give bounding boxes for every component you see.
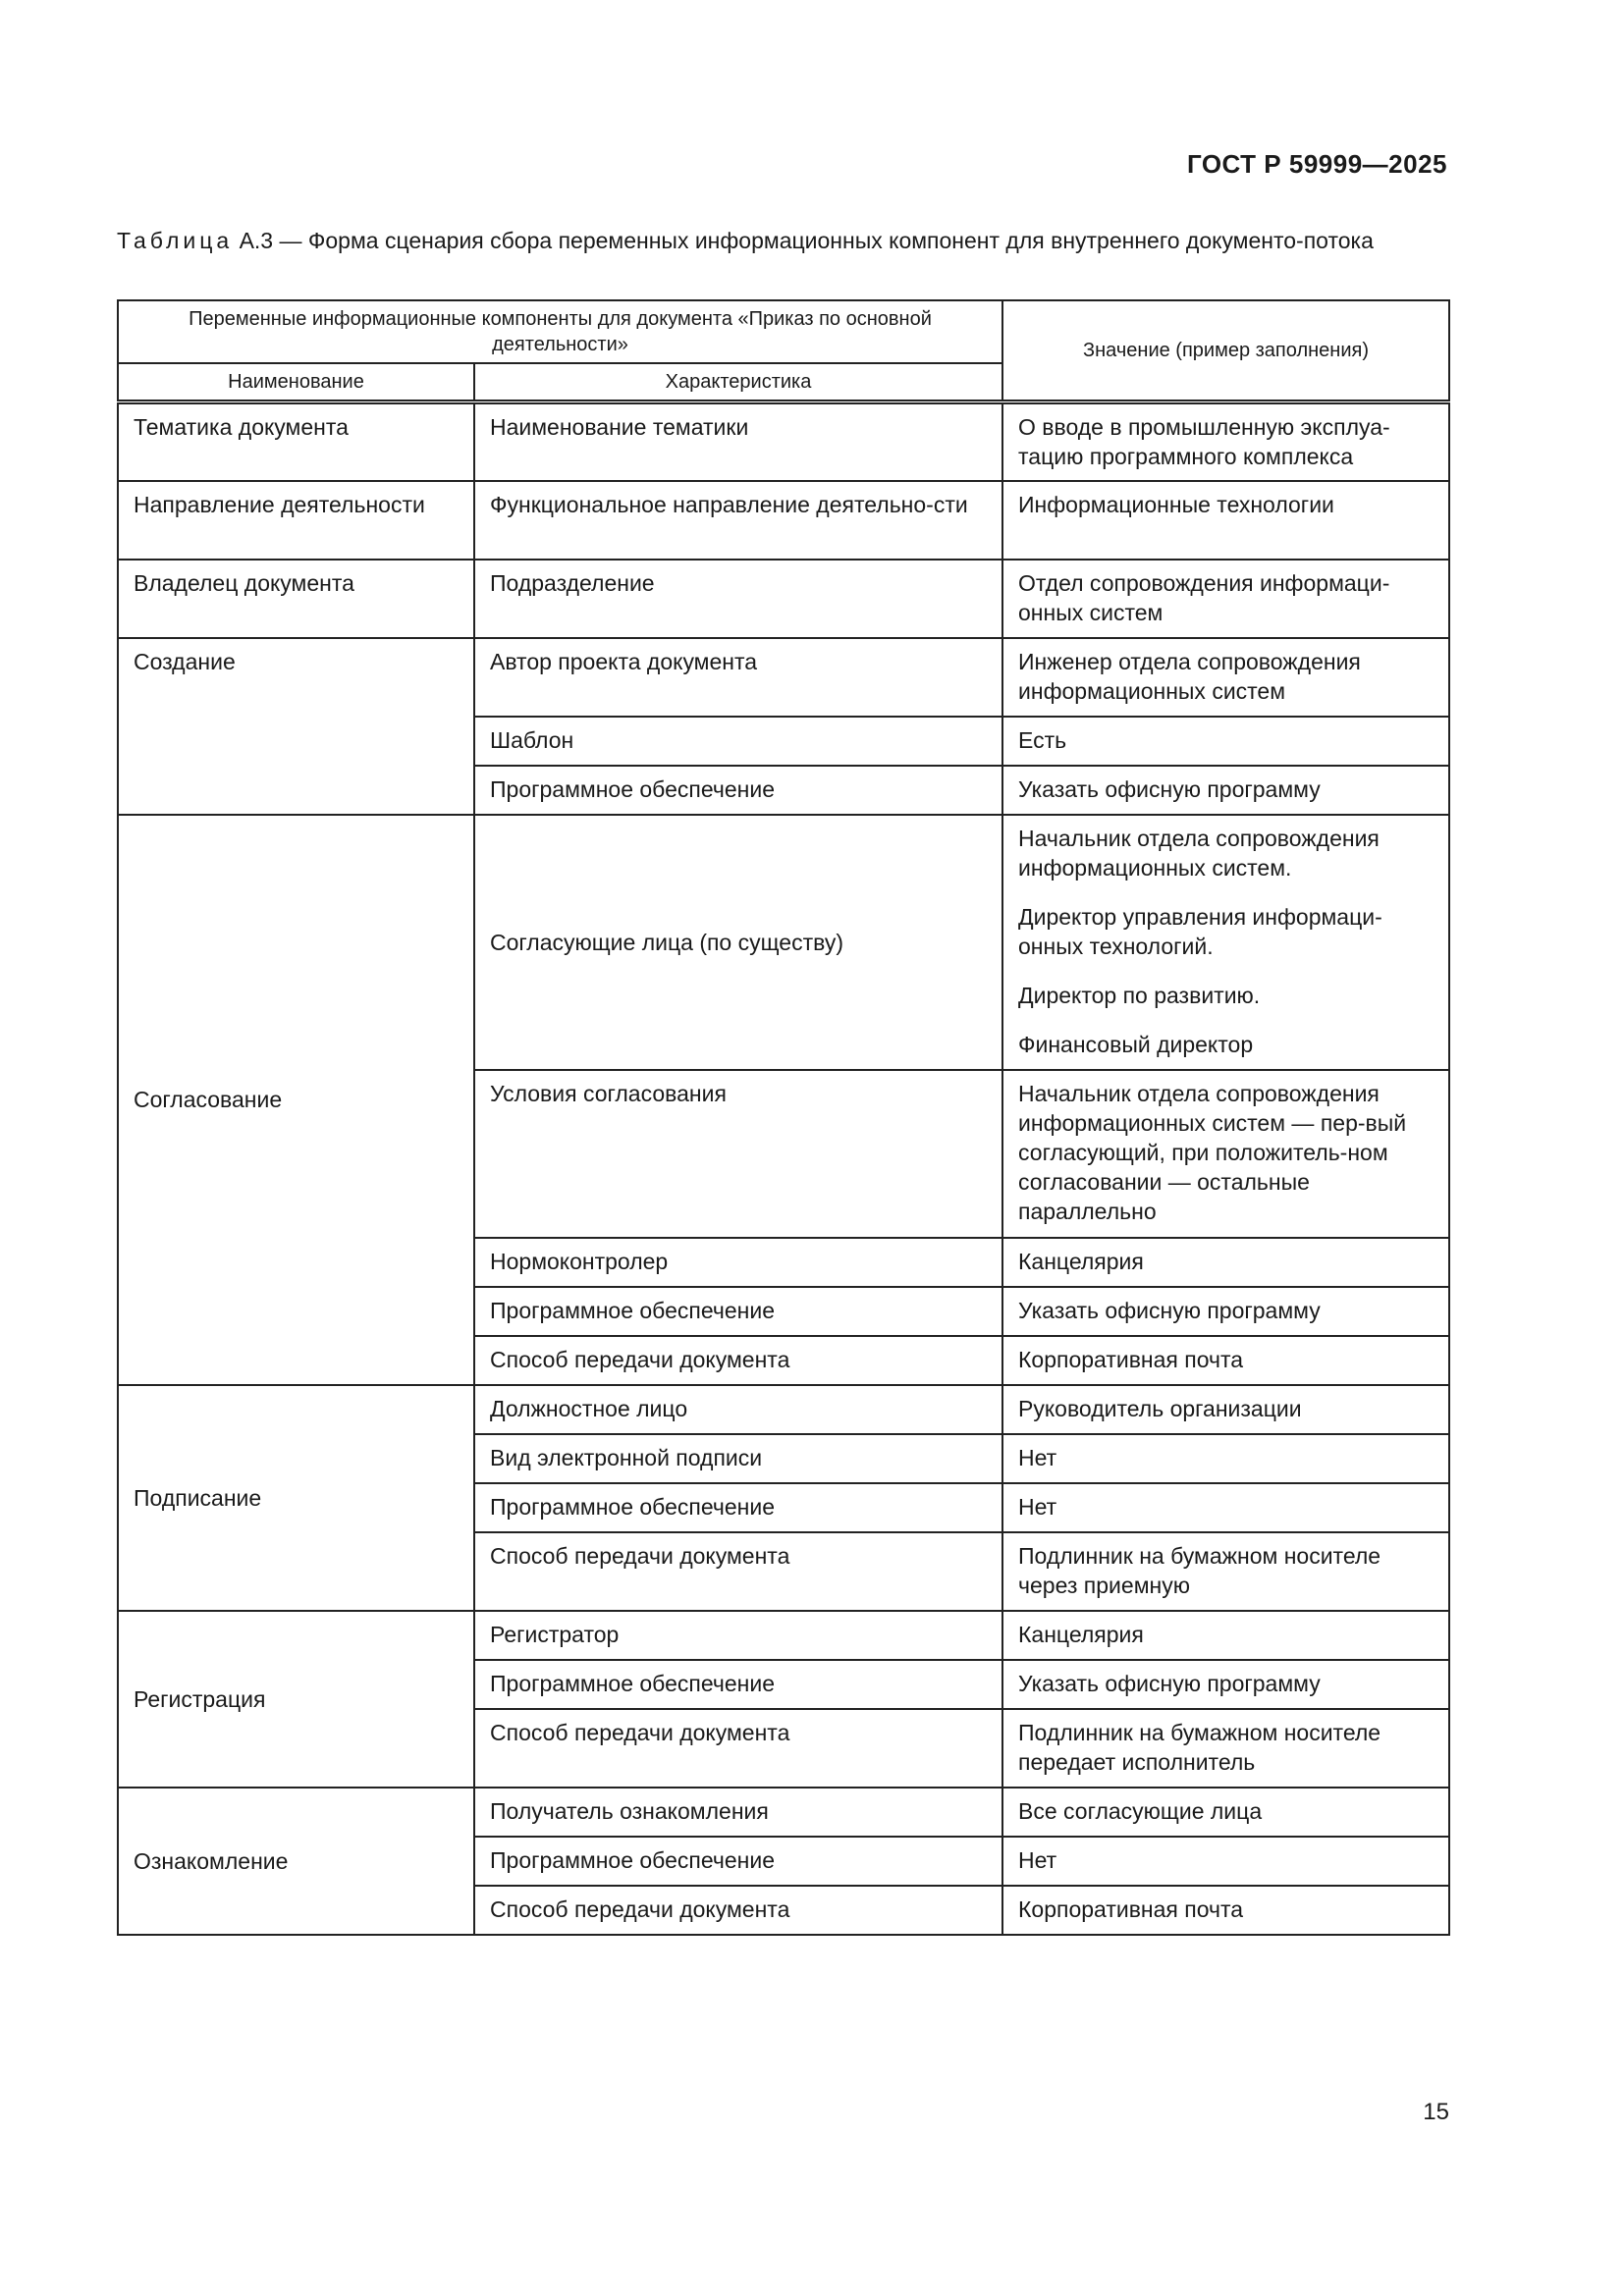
table-row [118,815,1449,1070]
value-cell: Нет [1002,1837,1449,1886]
name-cell: Направление деятельности [118,481,474,560]
value-cell: Указать офисную программу [1002,1287,1449,1336]
characteristic-cell: Программное обеспечение [474,1660,1002,1709]
value-cell: Корпоративная почта [1002,1336,1449,1385]
characteristic-cell: Условия согласования [474,1070,1002,1238]
value-line: Директор по развитию. [1018,983,1261,1008]
table-row [118,560,1449,638]
characteristic-cell: Программное обеспечение [474,766,1002,815]
value-cell: Все согласующие лица [1002,1788,1449,1837]
value-cell: Есть [1002,717,1449,766]
caption-number: А.3 [239,228,274,253]
value-line: Финансовый директор [1018,1032,1254,1057]
value-cell: Указать офисную программу [1002,1660,1449,1709]
value-cell: Начальник отдела сопровождения информационных систем — пер-вый согласующий, при положитель-ном согласовании — остальные параллельно [1002,1070,1449,1238]
characteristic-cell: Способ передачи документа [474,1532,1002,1611]
table-row [118,1385,1449,1434]
value-cell: Нет [1002,1434,1449,1483]
group-name-cell: Согласование [118,815,474,1385]
value-cell: Информационные технологии [1002,481,1449,560]
header-characteristic-cell: Характеристика [474,363,1002,402]
value-cell: Корпоративная почта [1002,1886,1449,1935]
value-cell: Указать офисную программу [1002,766,1449,815]
name-cell: Тематика документа [118,402,474,482]
document-code: ГОСТ Р 59999—2025 [1186,149,1447,179]
table-row [118,402,1449,482]
group-name-cell: Создание [118,638,474,815]
characteristic-cell: Автор проекта документа [474,638,1002,717]
table-row [118,638,1449,717]
table-row [118,1788,1449,1837]
value-cell: Подлинник на бумажном носителе через приемную [1002,1532,1449,1611]
characteristic-cell: Подразделение [474,560,1002,638]
caption-label: Таблица [117,228,234,253]
characteristic-cell: Наименование тематики [474,402,1002,482]
value-cell [1002,815,1449,1070]
characteristic-cell: Программное обеспечение [474,1287,1002,1336]
value-cell: Инженер отдела сопровождения информационных систем [1002,638,1449,717]
characteristic-cell: Функциональное направление деятельно-сти [474,481,1002,560]
value-line: Директор управления информаци-онных технологий. [1018,904,1382,959]
value-cell: Руководитель организации [1002,1385,1449,1434]
characteristic-cell: Способ передачи документа [474,1886,1002,1935]
header-value-cell: Значение (пример заполнения) [1002,300,1449,402]
characteristic-cell: Программное обеспечение [474,1837,1002,1886]
scenario-table [117,299,1450,1936]
header-name-cell: Наименование [118,363,474,402]
group-name-cell: Регистрация [118,1611,474,1788]
caption-text: — Форма сценария сбора переменных информационных компонент для внутреннего документо-потока [279,228,1374,253]
table-row [118,1611,1449,1660]
value-cell: Нет [1002,1483,1449,1532]
characteristic-cell: Регистратор [474,1611,1002,1660]
table-caption [117,226,1446,255]
value-cell: О вводе в промышленную эксплуа-тацию программного комплекса [1002,402,1449,482]
table-header-row [118,300,1449,363]
characteristic-cell: Получатель ознакомления [474,1788,1002,1837]
table-row [118,481,1449,560]
value-cell: Отдел сопровождения информаци-онных систем [1002,560,1449,638]
characteristic-cell: Программное обеспечение [474,1483,1002,1532]
group-name-cell: Подписание [118,1385,474,1611]
characteristic-cell: Способ передачи документа [474,1336,1002,1385]
value-cell: Подлинник на бумажном носителе передает исполнитель [1002,1709,1449,1788]
characteristic-cell: Нормоконтролер [474,1238,1002,1287]
characteristic-cell: Вид электронной подписи [474,1434,1002,1483]
group-name-cell: Ознакомление [118,1788,474,1935]
header-group-cell: Переменные информационные компоненты для документа «Приказ по основной деятельности» [118,300,1002,363]
value-line: Начальник отдела сопровождения информационных систем. [1018,826,1380,881]
name-cell: Владелец документа [118,560,474,638]
value-cell: Канцелярия [1002,1611,1449,1660]
page-number: 15 [1423,2099,1449,2125]
characteristic-cell: Шаблон [474,717,1002,766]
value-cell: Канцелярия [1002,1238,1449,1287]
characteristic-cell: Должностное лицо [474,1385,1002,1434]
characteristic-cell: Способ передачи документа [474,1709,1002,1788]
characteristic-cell: Согласующие лица (по существу) [474,815,1002,1070]
